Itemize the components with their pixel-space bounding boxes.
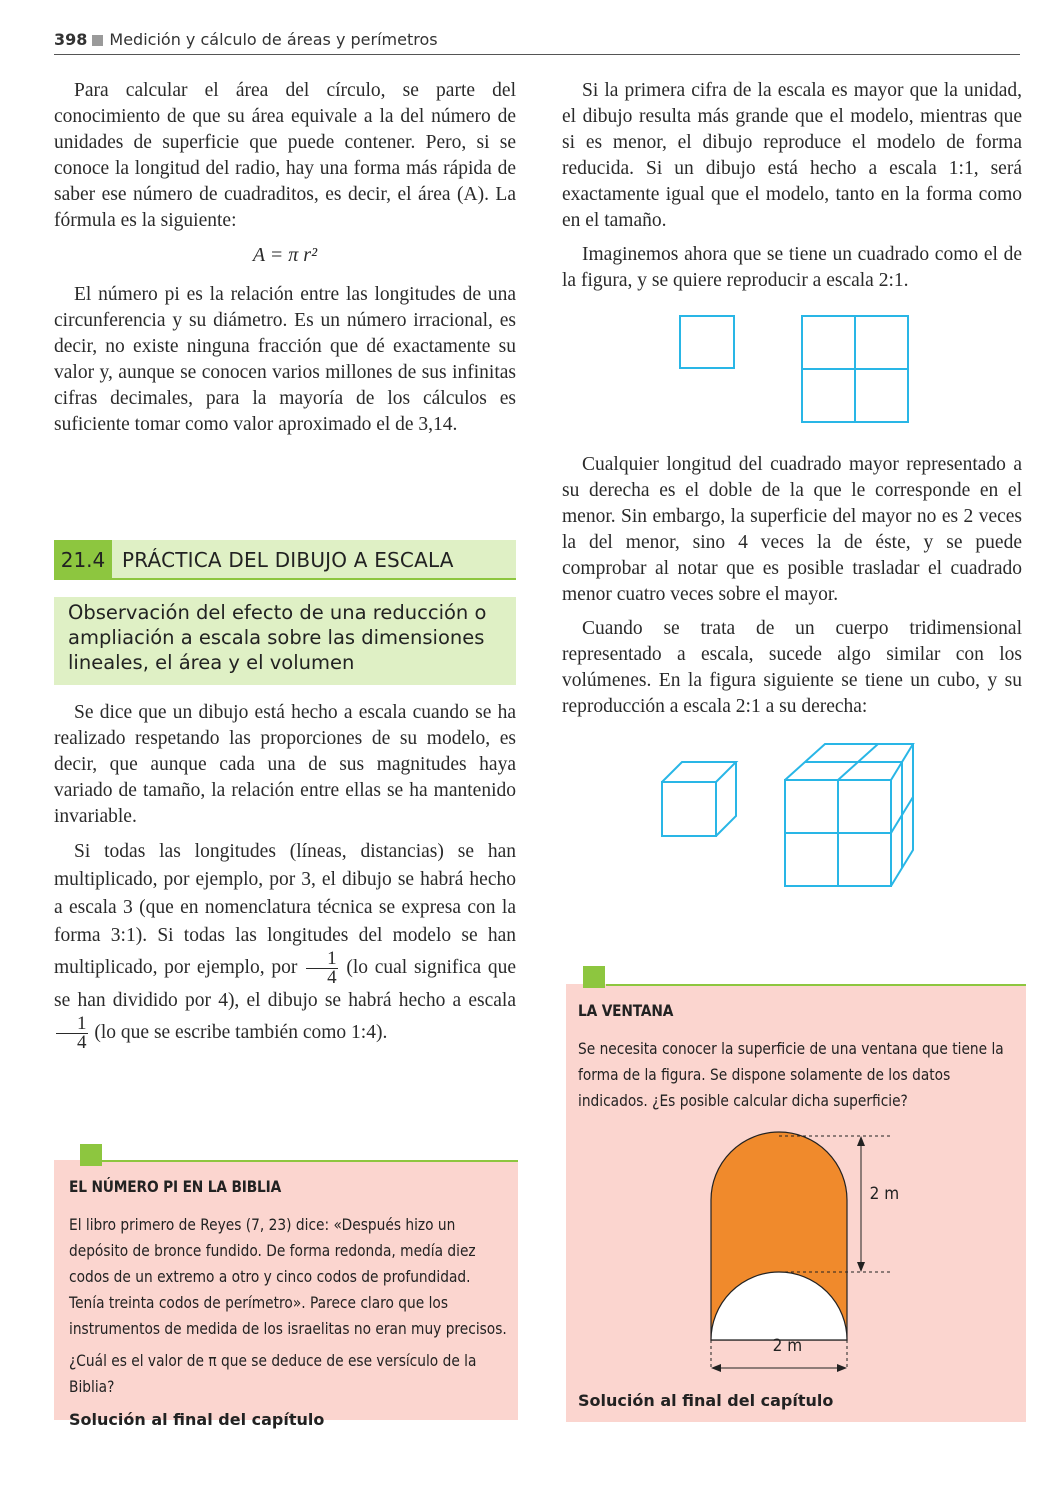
paragraph: Imaginemos ahora que se tiene un cuadrado como el de la figura, y se quiere reproducir a escala 2:1.	[562, 244, 1022, 291]
paragraph: Para calcular el área del círculo, se parte del conocimiento de que su área equivale a la del número de unidades de superficie que puede contener. Pero, si se conoce la longitud del radio, hay una forma más rápida de saber ese número de cuadraditos, es decir, el área (A). La fórmula es la siguiente:	[54, 80, 516, 231]
box-text: Se necesita conocer la superficie de una ventana que tiene la forma de la figura. Se dispone solamente de los datos indicados. ¿Es posible calcular dicha superficie?	[578, 1039, 1004, 1110]
fraction-one-quarter: $\frac{1}{4}$	[56, 1015, 88, 1052]
left-column-top	[54, 78, 516, 446]
section-header	[54, 540, 516, 580]
page-header	[54, 28, 1020, 55]
paragraph: Si la primera cifra de la escala es mayor que la unidad, el dibujo resulta más grande que el modelo, mientras que si es menor, el dibujo reproduce el modelo de forma reducida. Si un dibujo está hecho a escala 1:1, será exactamente igual que el modelo, tanto en la forma como en el tamaño.	[562, 80, 1022, 231]
paragraph-scale: Si todas las longitudes (líneas, distancias) se han multiplicado, por ejemplo, por 3, el dibujo se habrá hecho a escala 3 (que en nomenclatura técnica se expresa con la forma 3:1). Si todas las longitudes del modelo se han multiplicado, por ejemplo, por $\frac{1}{4}$ (lo cual significa que se han dividido por 4), el dibujo se habrá hecho a escala $\frac{1}{4}$ (lo que se escribe también como 1:4).	[54, 841, 517, 1053]
paragraph: Se dice que un dibujo está hecho a escala cuando se ha realizado respetando las proporciones de su modelo, es decir, que aunque cada una de sus magnitudes haya variado de tamaño, la relación entre ellas se ha mantenido invariable.	[54, 702, 516, 827]
area-formula: A = π r²	[252, 244, 318, 266]
width-label: 2 m	[772, 1336, 803, 1356]
box-text: El libro primero de Reyes (7, 23) dice: «Después hizo un depósito de bronce fundido. De forma redonda, medía diez codos de un extremo a otro y cinco codos de profundidad. Tenía treinta codos de perímetro». Parece claro que los instrumentos de medida de los israelitas no eran muy precisos.	[69, 1215, 507, 1338]
box-solution: Solución al final del capítulo	[69, 1410, 325, 1429]
small-square	[680, 316, 734, 368]
box-top-rule	[606, 984, 1026, 986]
subsection-title: Observación del efecto de una reducción o ampliación a escala sobre las dimensiones lineales, el área y el volumen	[54, 597, 516, 685]
page-number: 398	[54, 30, 88, 49]
box-solution: Solución al final del capítulo	[578, 1391, 834, 1410]
cubes-figure	[655, 740, 935, 890]
square-bullet-icon	[92, 35, 103, 46]
box-question: ¿Cuál es el valor de π que se deduce de ese versículo de la Biblia?	[69, 1351, 477, 1396]
box-title: LA VENTANA	[578, 1001, 674, 1020]
green-square-icon	[583, 966, 605, 988]
chapter-title: Medición y cálculo de áreas y perímetros	[109, 30, 438, 49]
box-top-rule	[94, 1160, 518, 1162]
section-title: PRÁCTICA DEL DIBUJO A ESCALA	[122, 548, 454, 572]
box-title: EL NÚMERO PI EN LA BIBLIA	[69, 1177, 282, 1196]
right-column-middle	[562, 452, 1022, 728]
green-square-icon	[80, 1144, 102, 1166]
section-number: 21.4	[54, 540, 112, 578]
ventana-box	[566, 984, 1026, 1422]
right-column-top	[562, 78, 1022, 302]
height-label: 2 m	[869, 1184, 900, 1204]
paragraph: Cualquier longitud del cuadrado mayor representado a su derecha es el doble de la que le corresponde en el menor. Sin embargo, la superficie del mayor no es 2 veces la del menor, sino 4 veces la de éste, y se puede comprobar al notar que es posible trasladar el cuadrado menor cuatro veces sobre el mayor.	[562, 454, 1022, 605]
fraction-one-quarter: $\frac{1}{4}$	[306, 950, 338, 987]
small-cube	[662, 762, 736, 836]
left-column-middle	[54, 700, 516, 1060]
window-diagram	[696, 1124, 916, 1384]
biblia-box	[54, 1160, 518, 1429]
paragraph: Cuando se trata de un cuerpo tridimensional representado a escala, sucede algo similar con los volúmenes. En la figura siguiente se tiene un cubo, y su reproducción a escala 2:1 a su derecha:	[562, 618, 1022, 717]
paragraph: El número pi es la relación entre las longitudes de una circunferencia y su diámetro. Es un número irracional, es decir, no existe ninguna fracción que dé exactamente su valor y, aunque se conocen varios millones de sus infinitas cifras decimales, para la mayoría de los cálculos es suficiente tomar como valor aproximado el de 3,14.	[54, 284, 516, 435]
squares-figure	[670, 308, 920, 428]
large-cube	[785, 744, 913, 886]
